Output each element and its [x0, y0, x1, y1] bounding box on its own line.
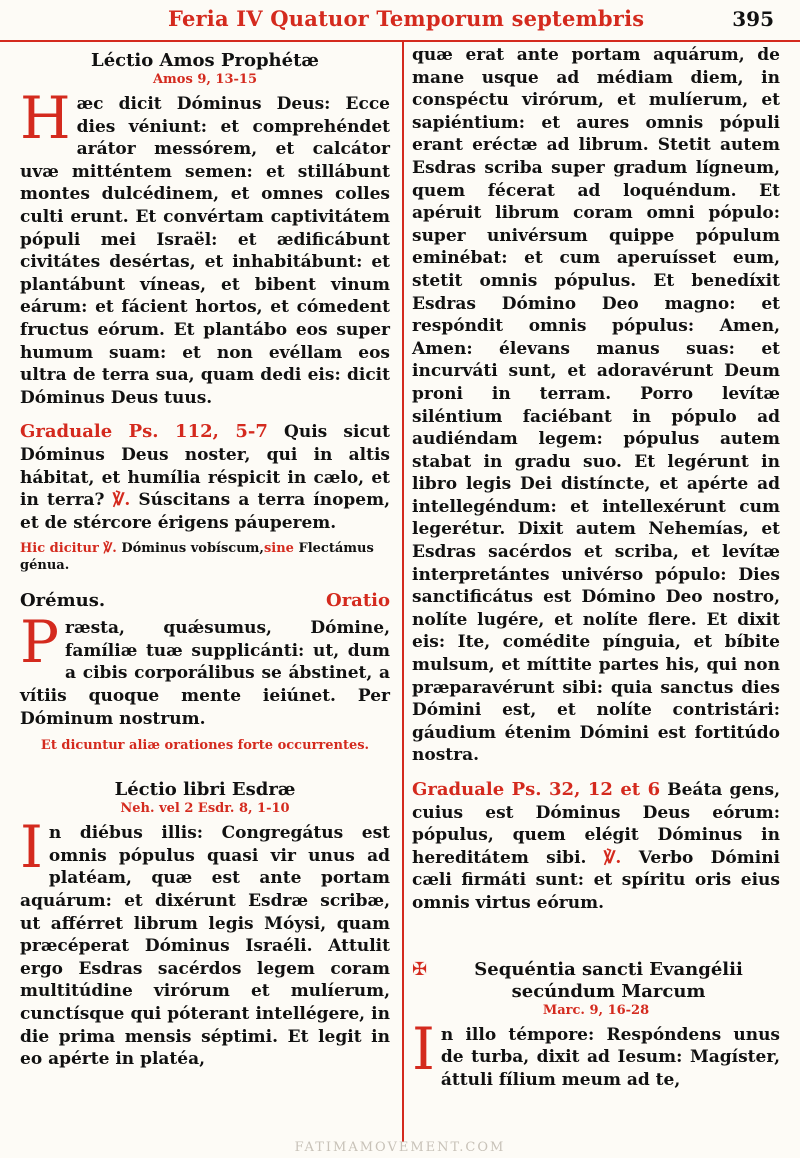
oremus-label: Orémus.: [20, 590, 106, 612]
gospel-reference: Marc. 9, 16-28: [542, 1002, 650, 1018]
gospel-title: Sequéntia sancti Evangélii secúndum Marcum: [474, 958, 743, 1002]
graduale-1: [20, 421, 390, 534]
rubric-versicle: ℣.: [103, 541, 117, 557]
gospel-heading: [412, 959, 780, 1003]
rubric-dominus-vobiscum: [20, 540, 390, 574]
dropcap-i-gospel: I: [412, 1014, 435, 1083]
lectio-amos-body: æc dicit Dóminus Deus: Ecce dies véniunt: et comprehéndet arátor messórem, et calcátor uvæ mitténtem semen: et stillábunt montes dulcédinem, et omnes colles culti erunt. Et convértam captivitátem pópuli mei Israël: et ædificábunt civitátes desértas, et inhabitábunt: et plantábunt víneas, et bibent vinum eárum: et fácient hortos, et cómedent fructus eórum. Et plantábo eos super humum suam: et non evéllam eos ultra de terra sua, quam dedi eis: dicit Dóminus Deus tuus.: [20, 94, 390, 408]
gospel-body: n illo témpore: Respóndens unus de turba, dixit ad Iesum: Magíster, áttuli fílium meum ad te,: [440, 1024, 780, 1090]
oremus-row: [20, 590, 390, 611]
running-title: Feria IV Quatuor Temporum septembris: [168, 6, 645, 31]
rubric-part2: Dóminus vobíscum,: [121, 541, 264, 557]
oratio-body: ræsta, quǽsumus, Dómine, famíliæ tuæ supplicánti: ut, dum a cibis corporálibus se ábstinet, a vítiis quoque mente ieiúnet. Per Dóminum nostrum.: [20, 618, 390, 729]
cross-icon: ✠: [412, 958, 428, 980]
watermark: FATIMAMOVEMENT.COM: [294, 1140, 506, 1155]
rubric-orationes: Et dicuntur aliæ orationes forte occurrentes.: [40, 738, 370, 754]
lectio-amos-reference: Amos 9, 13-15: [152, 72, 258, 87]
lectio-amos-text: [20, 84, 390, 409]
graduale-2-heading: Graduale Ps. 32, 12 et 6: [412, 779, 661, 800]
lectio-esdrae-continued: quæ erat ante portam aquárum, de mane usque ad médiam diem, in conspéctu virórum, et mulíerum, et sapiéntium: et aures omnis pópuli erant eréctæ ad librum. Stetit autem Esdras scriba super gradum lígneum, quem fécerat ad loquéndum. Et apéruit librum coram omni pópulo: super univérsum quippe pópulum eminébat: et cum aperuísset eum, stetit omnis pópulus. Et benedíxit Esdras Dómino Deo magno: et respóndit omnis pópulus: Amen, Amen: élevans manus suas: et incurváti sunt, et adoravérunt Deum proni in terram. Porro levítæ siléntium faciébant in pópulo ad audiéndam legem: pópulus autem stabat in gradu suo. Et legérunt in libro legis Dei distíncte, et apérte ad intellegéndum: et intellexérunt cum legerétur. Dixit autem Nehemías, et Esdras sacérdos et scriba, et levítæ interpretántes univérso pópulo: Dies sanctificátus est Dómino Deo nostro, nolíte lugére, et nolíte flere. Et dixit eis: Ite, comédite pínguia, et bíbite mulsum, et míttite partes his, qui non præparavérunt sibi: quia sanctus dies Dómini est, et nolíte contristári: gáudium étenim Dómini est fortitúdo nostra.: [412, 45, 780, 766]
column-divider: [402, 40, 404, 1142]
lectio-esdrae-body: n diébus illis: Congregátus est omnis pópulus quasi vir unus ad platéam, quæ est ante portam aquárum: et dixérunt Esdræ scribæ, ut afférret librum legis Móysi, quam præcéperat Dóminus Israéli. Attulit ergo Esdras sacérdos legem coram multitúdine virórum et mulíerum, cunctísque qui póterant intellégere, in die prima mensis séptimi. Et legit in eo apérte in platéa,: [20, 823, 390, 1070]
lectio-esdrae-text: [20, 813, 390, 1071]
lectio-esdrae-title: Léctio libri Esdræ: [114, 779, 296, 801]
graduale-2-part2: Verbo Dómini cæli firmáti sunt: et spíritu oris eius omnis virtus eórum.: [412, 847, 781, 913]
dropcap-h: H: [20, 84, 71, 152]
oratio-label: Oratio: [326, 590, 390, 612]
graduale-1-heading: Graduale Ps. 112, 5-7: [20, 421, 268, 443]
graduale-2-text: [412, 779, 780, 915]
page-number: 395: [732, 7, 774, 31]
lectio-amos: [20, 50, 390, 409]
dropcap-p: P: [20, 608, 60, 677]
lectio-amos-title: Léctio Amos Prophétæ: [91, 50, 319, 71]
rubric-part4: Flectámus génua.: [20, 541, 374, 574]
dropcap-i: I: [20, 813, 43, 882]
graduale-2-part1: Beáta gens, cuius est Dóminus Deus eórum: pópulus, quem elégit Dóminus in hereditátem sibi.: [412, 780, 780, 868]
page-header: [0, 0, 800, 42]
lectio-esdrae: [20, 779, 390, 1071]
versicle-symbol: ℣.: [603, 847, 622, 868]
right-column: [412, 44, 780, 1091]
rubric-part1: Hic dicitur: [20, 541, 99, 557]
lectio-esdrae-reference: Neh. vel 2 Esdr. 8, 1-10: [120, 801, 290, 817]
gospel-text: [412, 1014, 780, 1092]
oratio-text: [20, 608, 390, 730]
graduale-1-part2: Súscitans a terra ínopem, et de stércore érigens páuperem.: [20, 490, 391, 533]
rubric-part3: sine: [263, 541, 294, 557]
left-column: [20, 44, 390, 1071]
versicle-symbol: ℣.: [112, 490, 131, 511]
graduale-1-part1: Quis sicut Dóminus Deus noster, qui in altis hábitat, et humília réspicit in cælo, et in terra?: [20, 422, 390, 511]
graduale-2: [412, 779, 780, 915]
graduale-1-text: [20, 421, 390, 534]
